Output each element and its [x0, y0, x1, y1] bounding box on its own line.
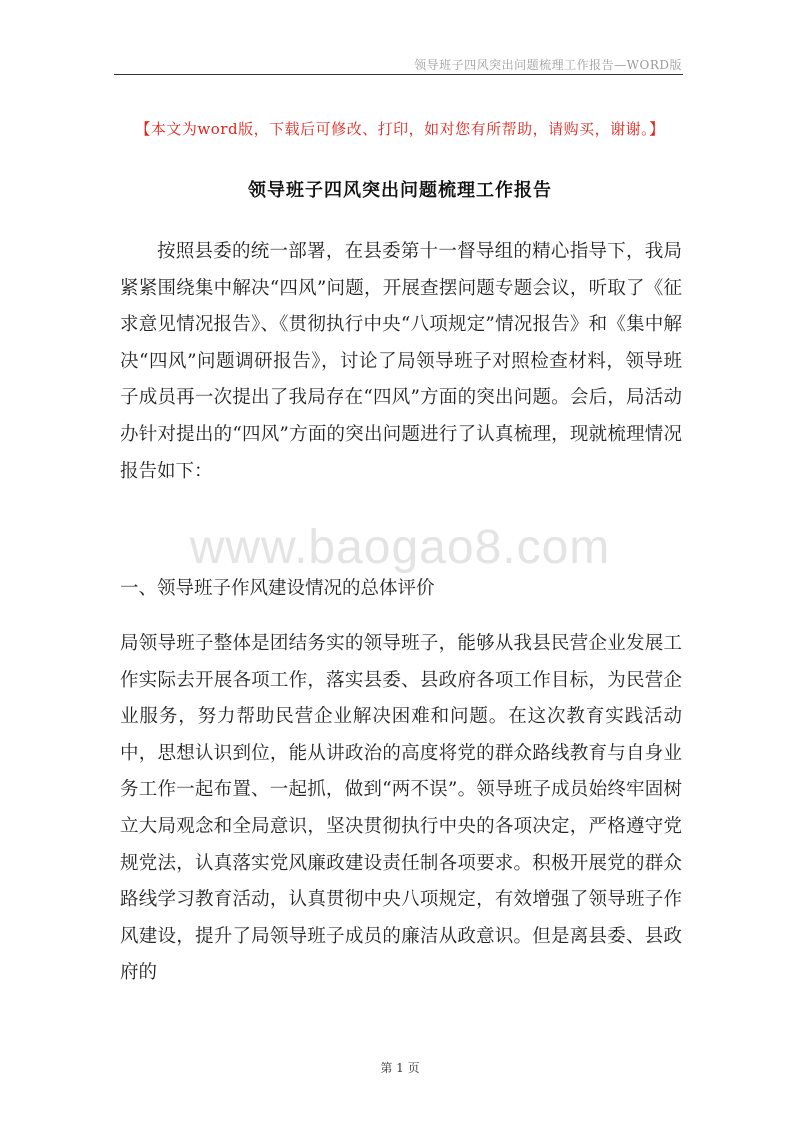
download-notice: 【本文为word版，下载后可修改、打印，如对您有所帮助，请购买，谢谢。】 [135, 120, 665, 138]
watermark-text: www.baogao8.com [189, 521, 611, 574]
intro-paragraph: 按照县委的统一部署，在县委第十一督导组的精心指导下，我局紧紧围绕集中解决“四风”问题，开展查摆问题专题会议，听取了《征求意见情况报告》、《贯彻执行中央“八项规定”情况报告》和《集中解决“四风”问题调研报告》，讨论了局领导班子对照检查材料，领导班子成员再一次提出了我局存在“四风”方面的突出问题。会后，局活动办针对提出的“四风”方面的突出问题进行了认真梳理，现就梳理情况报告如下： [120, 241, 682, 482]
document-title: 领导班子四风突出问题梳理工作报告 [248, 180, 552, 201]
section-heading: 一、领导班子作风建设情况的总体评价 [120, 578, 435, 599]
running-header: 领导班子四风突出问题梳理工作报告—WORD版 [414, 58, 682, 72]
header-divider [114, 74, 683, 75]
body-paragraph: 局领导班子整体是团结务实的领导班子，能够从我县民营企业发展工作实际去开展各项工作，落实县委、县政府各项工作目标，为民营企业服务，努力帮助民营企业解决困难和问题。在这次教育实践活动中，思想认识到位，能从讲政治的高度将党的群众路线教育与自身业务工作一起布置、一起抓，做到“两不误”。领导班子成员始终牢固树立大局观念和全局意识，坚决贯彻执行中央的各项决定，严格遵守党规党法，认真落实党风廉政建设责任制各项要求。积极开展党的群众路线学习教育活动，认真贯彻中央八项规定，有效增强了领导班子作风建设，提升了局领导班子成员的廉洁从政意识。但是离县委、县政府的 [120, 633, 682, 984]
page-number: 第 1 页 [380, 1061, 420, 1075]
